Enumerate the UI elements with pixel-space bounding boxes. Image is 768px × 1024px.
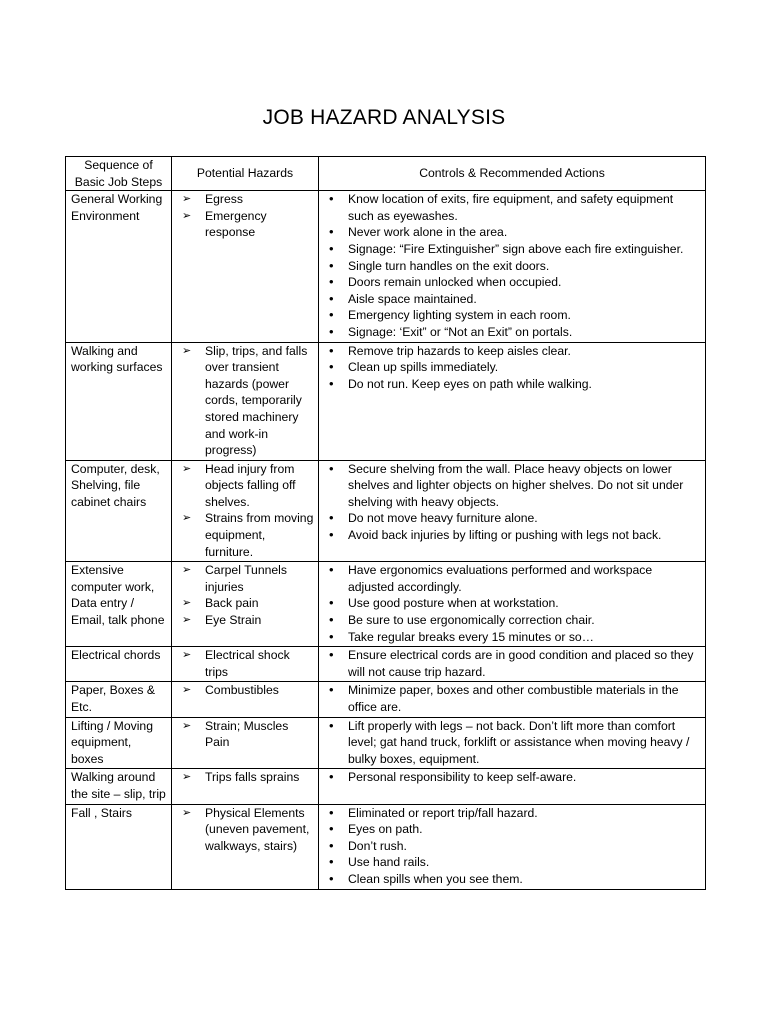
job-step-cell: General Working Environment bbox=[66, 191, 172, 342]
control-item: • Take regular breaks every 15 minutes or so… bbox=[324, 629, 701, 646]
controls-cell bbox=[319, 191, 706, 342]
control-item: • Secure shelving from the wall. Place heavy objects on lower shelves and lighter objects on higher shelves. Do not sit under shelving with heavy objects. bbox=[324, 461, 701, 511]
controls-cell bbox=[319, 460, 706, 562]
header-job-steps: Sequence of Basic Job Steps bbox=[66, 157, 172, 191]
table-row bbox=[66, 769, 706, 804]
hazards-cell bbox=[172, 682, 319, 717]
job-step-cell: Walking around the site – slip, trip bbox=[66, 769, 172, 804]
control-item: • Lift properly with legs – not back. Don’t lift more than comfort level; gat hand truck, forklift or assistance when moving heavy / bulky boxes, equipment. bbox=[324, 718, 701, 768]
control-item: • Signage: “Fire Extinguisher” sign above each fire extinguisher. bbox=[324, 241, 701, 258]
control-item: • Never work alone in the area. bbox=[324, 224, 701, 241]
control-item: • Do not move heavy furniture alone. bbox=[324, 510, 701, 527]
hazard-list bbox=[177, 191, 314, 241]
control-list bbox=[324, 769, 701, 786]
hazard-item: ➢ Carpel Tunnels injuries bbox=[177, 562, 314, 595]
hazard-list bbox=[177, 718, 314, 751]
hazard-item: ➢ Egress bbox=[177, 191, 314, 208]
control-list bbox=[324, 191, 701, 340]
hazards-cell bbox=[172, 562, 319, 647]
controls-cell bbox=[319, 647, 706, 682]
hazard-item: ➢ Back pain bbox=[177, 595, 314, 612]
hazards-cell bbox=[172, 804, 319, 889]
control-item: • Use hand rails. bbox=[324, 854, 701, 871]
hazard-item: ➢ Slip, trips, and falls over transient hazards (power cords, temporarily stored machinery and work-in progress) bbox=[177, 343, 314, 459]
hazards-cell bbox=[172, 191, 319, 342]
control-item: • Personal responsibility to keep self-aware. bbox=[324, 769, 701, 786]
controls-cell bbox=[319, 562, 706, 647]
controls-cell bbox=[319, 717, 706, 769]
control-item: • Use good posture when at workstation. bbox=[324, 595, 701, 612]
job-step-cell: Computer, desk, Shelving, file cabinet chairs bbox=[66, 460, 172, 562]
table-header-row bbox=[66, 157, 706, 191]
control-list bbox=[324, 647, 701, 680]
control-item: • Have ergonomics evaluations performed and workspace adjusted accordingly. bbox=[324, 562, 701, 595]
control-item: • Don’t rush. bbox=[324, 838, 701, 855]
control-item: • Eliminated or report trip/fall hazard. bbox=[324, 805, 701, 822]
hazard-item: ➢ Physical Elements (uneven pavement, walkways, stairs) bbox=[177, 805, 314, 855]
hazard-item: ➢ Combustibles bbox=[177, 682, 314, 699]
control-list bbox=[324, 718, 701, 768]
table-row bbox=[66, 191, 706, 342]
hazard-item: ➢ Trips falls sprains bbox=[177, 769, 314, 786]
header-potential-hazards: Potential Hazards bbox=[172, 157, 319, 191]
controls-cell bbox=[319, 342, 706, 460]
job-step-cell: Electrical chords bbox=[66, 647, 172, 682]
hazard-table bbox=[65, 156, 706, 890]
hazards-cell bbox=[172, 647, 319, 682]
job-step-cell: Walking and working surfaces bbox=[66, 342, 172, 460]
hazard-list bbox=[177, 647, 314, 680]
hazards-cell bbox=[172, 717, 319, 769]
controls-cell bbox=[319, 804, 706, 889]
table-row bbox=[66, 647, 706, 682]
controls-cell bbox=[319, 769, 706, 804]
control-item: • Clean spills when you see them. bbox=[324, 871, 701, 888]
table-row bbox=[66, 342, 706, 460]
hazard-item: ➢ Strains from moving equipment, furniture. bbox=[177, 510, 314, 560]
control-item: • Know location of exits, fire equipment, and safety equipment such as eyewashes. bbox=[324, 191, 701, 224]
table-row bbox=[66, 562, 706, 647]
hazard-item: ➢ Electrical shock trips bbox=[177, 647, 314, 680]
hazard-item: ➢ Head injury from objects falling off shelves. bbox=[177, 461, 314, 511]
job-step-cell: Lifting / Moving equipment, boxes bbox=[66, 717, 172, 769]
table-row bbox=[66, 804, 706, 889]
hazard-list bbox=[177, 682, 314, 699]
hazard-item: ➢ Emergency response bbox=[177, 208, 314, 241]
hazard-item: ➢ Eye Strain bbox=[177, 612, 314, 629]
hazards-cell bbox=[172, 769, 319, 804]
hazards-cell bbox=[172, 342, 319, 460]
control-item: • Be sure to use ergonomically correction chair. bbox=[324, 612, 701, 629]
controls-cell bbox=[319, 682, 706, 717]
hazard-item: ➢ Strain; Muscles Pain bbox=[177, 718, 314, 751]
control-list bbox=[324, 343, 701, 393]
control-item: • Aisle space maintained. bbox=[324, 291, 701, 308]
job-step-cell: Fall , Stairs bbox=[66, 804, 172, 889]
control-item: • Do not run. Keep eyes on path while walking. bbox=[324, 376, 701, 393]
header-controls: Controls & Recommended Actions bbox=[319, 157, 706, 191]
control-item: • Avoid back injuries by lifting or pushing with legs not back. bbox=[324, 527, 701, 544]
control-list bbox=[324, 562, 701, 645]
control-item: • Single turn handles on the exit doors. bbox=[324, 258, 701, 275]
document-title: JOB HAZARD ANALYSIS bbox=[262, 106, 506, 129]
hazard-list bbox=[177, 461, 314, 561]
control-list bbox=[324, 461, 701, 544]
control-list bbox=[324, 682, 701, 715]
control-item: • Emergency lighting system in each room. bbox=[324, 307, 701, 324]
control-item: • Remove trip hazards to keep aisles clear. bbox=[324, 343, 701, 360]
job-step-cell: Paper, Boxes & Etc. bbox=[66, 682, 172, 717]
control-item: • Clean up spills immediately. bbox=[324, 359, 701, 376]
control-item: • Signage: ‘Exit” or “Not an Exit” on portals. bbox=[324, 324, 701, 341]
hazard-list bbox=[177, 562, 314, 628]
table-row bbox=[66, 460, 706, 562]
hazard-list bbox=[177, 769, 314, 786]
control-item: • Minimize paper, boxes and other combustible materials in the office are. bbox=[324, 682, 701, 715]
hazard-list bbox=[177, 343, 314, 459]
table-row bbox=[66, 682, 706, 717]
hazards-cell bbox=[172, 460, 319, 562]
control-item: • Doors remain unlocked when occupied. bbox=[324, 274, 701, 291]
control-list bbox=[324, 805, 701, 888]
job-step-cell: Extensive computer work, Data entry / Email, talk phone bbox=[66, 562, 172, 647]
control-item: • Eyes on path. bbox=[324, 821, 701, 838]
hazard-list bbox=[177, 805, 314, 855]
control-item: • Ensure electrical cords are in good condition and placed so they will not cause trip hazard. bbox=[324, 647, 701, 680]
table-row bbox=[66, 717, 706, 769]
